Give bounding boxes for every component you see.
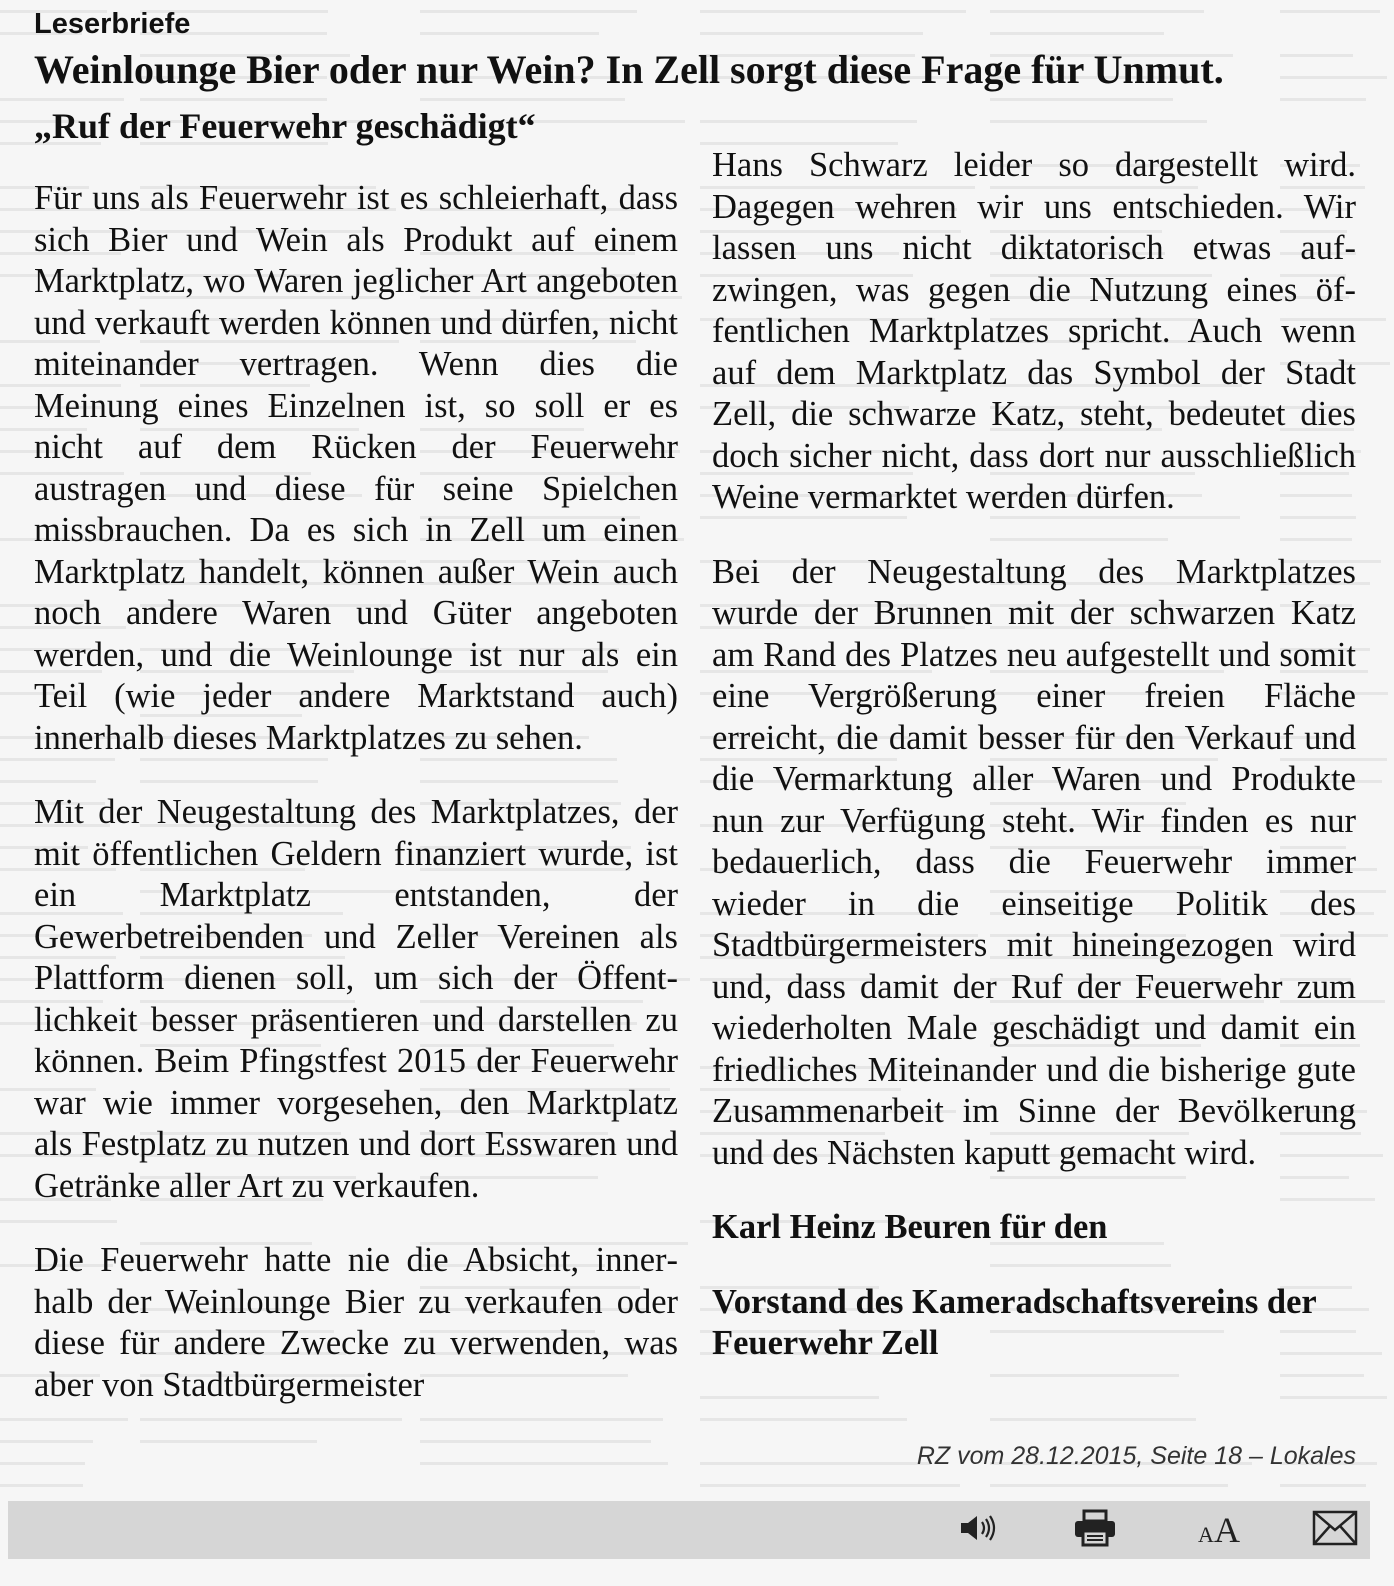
paragraph: Hans Schwarz leider so dargestellt wird. Dagegen wehren wir uns entschieden. Wir lassen uns nicht diktatorisch etwas aufzwingen, was gegen die Nutzung eines öffentlichen Marktplatzes spricht. Auch wenn auf dem Marktplatz das Symbol der Stadt Zell, die schwarze Katz, steht, bedeutet dies doch sicher nicht, dass dort nur ausschließlich Weine vermarktet werden dürfen.	[712, 146, 1356, 516]
printer-icon	[1072, 1509, 1118, 1551]
signature-organization: Vorstand des Kameradschaftsvereins der Feuerwehr Zell	[712, 1282, 1317, 1362]
paragraph: Bei der Neugestaltung des Marktplatzes wurde der Brunnen mit der schwarzen Katz am Rand des Platzes neu aufgestellt und somit eine Vergrößerung einer freien Fläche erreicht, die damit besser für den Verkauf und die Vermarktung aller Waren und Produkte nun zur Verfügung steht. Wir finden es nur bedauerlich, dass die Feuerwehr immer wieder in die einseitige Politik des Stadtbürgermeisters mit hineingezogen wird und, dass damit der Ruf der Feuerwehr zum wiederholten Male geschädigt und damit ein friedliches Miteinander und die bisherige gute Zusammenarbeit im Sinne der Bevölkerung und des Nächsten kaputt gemacht wird.	[712, 552, 1356, 1172]
signature-author: Karl Heinz Beuren für den	[712, 1208, 1108, 1246]
speaker-icon	[957, 1511, 999, 1549]
envelope-icon	[1312, 1510, 1358, 1550]
email-button[interactable]	[1306, 1507, 1364, 1553]
source-citation: RZ vom 28.12.2015, Seite 18 – Lokales	[916, 1442, 1356, 1470]
read-aloud-button[interactable]	[953, 1507, 1003, 1553]
font-size-button[interactable]	[1194, 1507, 1244, 1553]
paragraph: Für uns als Feuerwehr ist es schleierhaft, dass sich Bier und Wein als Produkt auf einem Marktplatz, wo Waren jeglicher Art angeboten und verkauft werden können und dürfen, nicht miteinander vertragen. Wenn dies die Meinung eines Einzelnen ist, so soll er es nicht auf dem Rücken der Feuerwehr austragen und diese für seine Spielchen missbrauchen. Da es sich in Zell um einen Marktplatz handelt, können außer Wein auch noch andere Waren und Güter angeboten werden, und die Weinlounge ist nur als ein Teil (wie jeder andere Marktstand auch) innerhalb dieses Marktplatzes zu sehen.	[34, 179, 678, 757]
paragraph: Mit der Neugestaltung des Marktplatzes, der mit öffentlichen Geldern finanziert wurde, ist ein Marktplatz entstanden, der Gewerbetreibenden und Zeller Vereinen als Plattform dienen soll, um sich der Öffentlichkeit besser präsentieren und darstellen zu können. Beim Pfingstfest 2015 der Feuerwehr war wie immer vorgesehen, den Marktplatz als Festplatz zu nutzen und dort Esswaren und Getränke aller Art zu verkaufen.	[34, 793, 678, 1205]
font-size-icon: AA	[1198, 1510, 1240, 1550]
article-column-right	[712, 145, 1356, 1398]
article-headline: Weinlounge Bier oder nur Wein? In Zell sorgt diese Frage für Unmut.	[34, 47, 1224, 92]
print-button[interactable]	[1070, 1507, 1120, 1553]
article-column-left	[34, 178, 678, 1439]
section-kicker: Leserbriefe	[34, 8, 191, 40]
paragraph: Die Feuerwehr hatte nie die Absicht, innerhalb der Weinlounge Bier zu verkaufen oder diese für andere Zwecke zu verwenden, was aber von Stadtbürgermeister	[34, 1241, 678, 1404]
article-subheadline: „Ruf der Feuerwehr geschädigt“	[34, 106, 536, 146]
bottom-toolbar	[8, 1501, 1370, 1559]
